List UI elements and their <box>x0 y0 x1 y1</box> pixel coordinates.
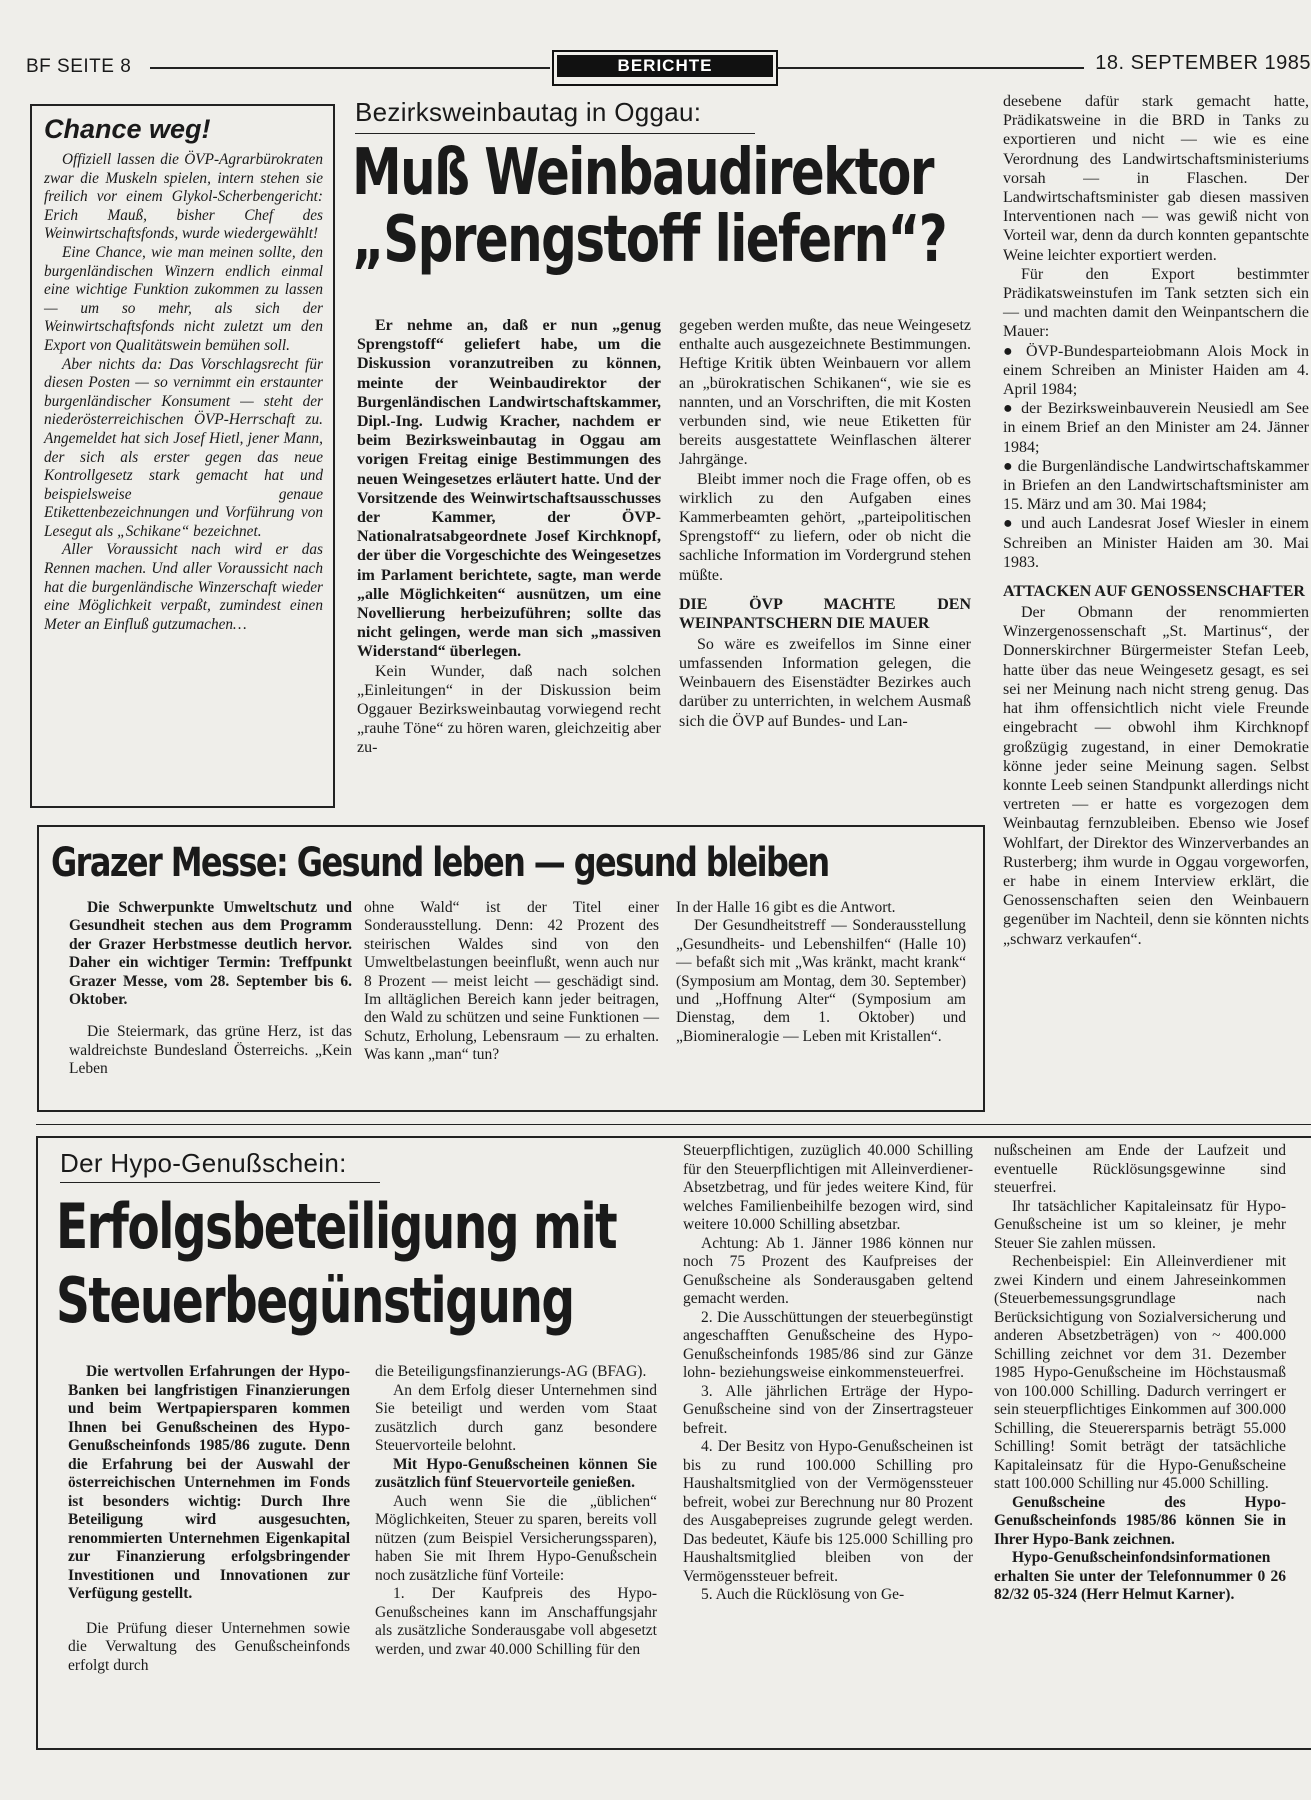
article1-column-1 <box>357 316 661 758</box>
headline-line: „Sprengstoff liefern“? <box>352 203 947 278</box>
hypo-paragraph: An dem Erfolg dieser Unternehmen sind Sie beteiligt und werden vom Staat zusätzlich durch ganz besondere Steuervorteile belohnt. <box>375 1381 657 1454</box>
article1-paragraph: desebene dafür stark gemacht hatte, Prädikatsweine in die BRD in Tanks zu exportieren und nicht — wie es eine Verordnung des Landwirtschaftsministeriums vorsah — in Flaschen. Der Landwirtschaftsminister gab diesen massiven Interventionen nach — was gewiß nicht von Vorteil war, denn da durch konnten gepantschte Weine leichter exportiert werden. <box>1003 93 1309 264</box>
section-badge <box>552 50 778 86</box>
grazer-paragraph: ohne Wald“ ist der Titel einer Sonderausstellung. Denn: 42 Prozent des steirischen Waldes sind von den Umweltbelastungen beeinflußt, wenn auch nur 8 Prozent — meist leicht — geschädigt sind. Im alltäglichen Bereich kann jeder beitragen, den Wald zu schützen und seine Funktionen — Schutz, Erholung, Lebensraum — zu erhalten. Was kann „man“ tun? <box>364 899 659 1064</box>
grazer-column-2 <box>364 899 659 1065</box>
article1-headline <box>352 136 947 278</box>
section-divider <box>36 1124 1311 1125</box>
hypo-paragraph: 4. Der Besitz von Hypo-Genußscheinen ist bis zu rund 100.000 Schilling pro Haushaltsmitglied von der Vermögenssteuer befreit, wobei zur Berechnung nur 80 Prozent des Ausgabepreises zugrunde gelegt werden. Das bedeutet, Käufe bis 125.000 Schilling pro Haushaltsmitglied bleiben von der Vermögenssteuer befreit. <box>683 1438 973 1585</box>
grazer-column-1 <box>69 899 352 1079</box>
article1-column-2 <box>679 316 971 731</box>
hypo-column-2 <box>375 1363 657 1659</box>
hypo-lead: Die wertvollen Erfahrungen der Hypo-Banken bei langfristigen Finanzierungen und beim Wertpapiersparen kommen Ihnen bei Genußscheinen des Hypo-Genußscheinfonds 1985/86 zugute. Denn die Erfahrung bei der Auswahl der österreichischen Unternehmen im Fonds ist besonders wichtig: Durch Ihre Beteiligung wird ausgesuchten, renommierten Unternehmen Eigenkapital zur Finanzierung erfolgsbringender Investitionen und Innovationen zur Verfügung gestellt. <box>68 1363 350 1602</box>
hypo-paragraph: die Beteiligungsfinanzierungs-AG (BFAG). <box>375 1363 647 1380</box>
hypo-paragraph: Rechenbeispiel: Ein Alleinverdiener mit zwei Kindern und einem Jahreseinkommen (Steuerbemessungsgrundlage nach Berücksichtigung von Sozialversicherung und anderen Absetzbeträgen) von ~ 400.000 Schilling zeichnet vor dem 31. Dezember 1985 Hypo-Genußscheine im Höchstausmaß von 100.000 Schilling. Dadurch verringert er sein steuerpflichtiges Einkommen auf 300.000 Schilling, die Steuerersparnis beträgt 55.000 Schilling! Somit beträgt der tatsächliche Kapitaleinsatz für die Hypo-Genußscheine statt 100.000 Schilling nur 45.000 Schilling. <box>994 1253 1286 1492</box>
hypo-column-4 <box>994 1142 1286 1605</box>
article1-subhead: ATTACKEN AUF GENOSSENSCHAFTER <box>1003 583 1305 601</box>
hypo-paragraph: Ihr tatsächlicher Kapitaleinsatz für Hypo-Genußscheine ist um so kleiner, je mehr Steuer Sie zahlen müssen. <box>994 1197 1286 1252</box>
section-label: BERICHTE <box>557 55 773 77</box>
hypo-ad-box <box>36 1136 1311 1750</box>
header-rule-left <box>150 67 550 69</box>
hypo-paragraph: 5. Auch die Rücklösung von Ge- <box>701 1586 905 1603</box>
hypo-headline <box>56 1190 616 1339</box>
hypo-contact: Hypo-Genußscheinfondsinformationen erhalten Sie unter der Telefonnummer 0 26 82/32 05-324 (Herr Helmut Karner). <box>994 1549 1286 1603</box>
hypo-column-3 <box>683 1142 973 1605</box>
hypo-paragraph: Genußscheine des Hypo-Genußscheinfonds 1985/86 können Sie in Ihrer Hypo-Bank zeichnen. <box>994 1493 1286 1548</box>
article1-paragraph: Bleibt immer noch die Frage offen, ob es wirklich zu den Aufgaben eines Kammerbeamten gehört, „parteipolitischen Sprengstoff“ zu liefern, oder ob nicht die sachliche Information im Vordergrund stehen müßte. <box>679 470 971 584</box>
article1-column-3 <box>1003 92 1309 949</box>
article1-paragraph: So wäre es zweifellos im Sinne einer umfassenden Information gelegen, die Weinbauern des Eisenstädter Bezirkes auch darüber zu unterrichten, in welchem Ausmaß sich die ÖVP auf Bundes- und Lan- <box>679 635 971 730</box>
hypo-paragraph: Auch wenn Sie die „üblichen“ Möglichkeiten, Steuer zu sparen, bereits voll nützen (zum Beispiel Versicherungssparen), haben Sie mit Ihrem Hypo-Genußschein noch zusätzliche fünf Vorteile: <box>375 1492 657 1584</box>
grazer-paragraph: In der Halle 16 gibt es die Antwort. <box>676 899 896 916</box>
article1-paragraph: Für den Export bestimmter Prädikatsweinstufen im Tank setzten sich ein — und machten damit den Weinpantschern die Mauer: <box>1003 265 1309 341</box>
grazer-paragraph: Die Steiermark, das grüne Herz, ist das waldreichste Bundesland Österreichs. „Kein Leben <box>69 1023 352 1078</box>
kicker-underline <box>355 133 755 134</box>
hypo-paragraph: 3. Alle jährlichen Erträge der Hypo-Genußscheine sind von der Zinsertragsteuer befreit. <box>683 1382 973 1437</box>
grazer-paragraph: Der Gesundheitstreff — Sonderausstellung „Gesundheits- und Lebenshilfen“ (Halle 10) — befaßt sich mit „Was kränkt, macht krank“ (Symposium am Montag, dem 30. September) und „Hoffnung Alter“ (Symposium am Dienstag, dem 1. Oktober) und „Biomineralogie — Leben mit Kristallen“. <box>676 917 966 1045</box>
headline-line: Erfolgsbeteiligung mit <box>56 1190 617 1263</box>
bullet-icon: ● <box>1003 515 1022 533</box>
hypo-kicker: Der Hypo-Genußschein: <box>60 1148 347 1178</box>
hypo-paragraph: nußscheinen am Ende der Laufzeit und eventuelle Rücklösungsgewinne sind steuerfrei. <box>994 1142 1286 1196</box>
grazer-headline: Grazer Messe: Gesund leben — gesund bleiben <box>51 840 829 886</box>
article1-paragraph: Kein Wunder, daß nach solchen „Einleitungen“ in der Diskussion beim Oggauer Bezirksweinbautag vorwiegend recht „rauhe Töne“ zu hören waren, gleichzeitig aber zu- <box>357 662 661 757</box>
page-number: BF SEITE 8 <box>26 56 132 77</box>
article1-subhead: DIE ÖVP MACHTE DEN WEINPANTSCHERN DIE MAUER <box>679 595 971 632</box>
hypo-column-1 <box>68 1363 350 1675</box>
article1-kicker: Bezirksweinbautag in Oggau: <box>355 97 702 127</box>
hypo-paragraph: Mit Hypo-Genußscheinen können Sie zusätzlich fünf Steuervorteile genießen. <box>375 1455 657 1491</box>
article1-paragraph: Der Obmann der renommierten Winzergenossenschaft „St. Martinus“, der Donnerskirchner Bürgermeister Stefan Leeb, hatte über das neue Weingesetz gesagt, es sei sei ner Meinung nach nicht streng genug. Das hat ihm offensichtlich nicht viele Freunde eingebracht — obwohl ihm Kirchknopf großzügig zugestand, in einer Demokratie könne jeder seine Meinung sagen. Selbst konnte Leeb seinen Standpunkt allerdings nicht vertreten — er hatte es vorgezogen dem Weinbautag fernzubleiben. Ebenso wie Josef Wohlfart, der Direktor des Winzerverbandes an Rusterberg; ihm wurde in Oggau vorgeworfen, er habe in einem Interview erklärt, die Genossenschaften seien den Weinbauern gegenüber im Nachteil, denn sie könnten nichts „schwarz verkaufen“. <box>1003 604 1309 948</box>
article1-paragraph: gegeben werden mußte, das neue Weingesetz enthalte auch ausgezeichnete Bestimmungen. Heftige Kritik übten Weinbauern vor allem an „bürokratischen Schikanen“, wie sie es nannten, und an Vorschriften, die mit Kosten verbunden sind, wie neue Etiketten für bereits ausgestattete Weinflaschen älterer Jahrgänge. <box>679 317 971 469</box>
sidebar-box <box>30 104 335 808</box>
sidebar-paragraph: Aller Voraussicht nach wird er das Rennen machen. Und aller Voraussicht nach hat die burgenländische Winzerschaft wieder eine Möglichkeit verpaßt, zumindest einen Meter an Einfluß gutzumachen… <box>44 541 323 633</box>
grazer-column-3 <box>676 899 966 1046</box>
bullet-item: ● die Burgenländische Landwirtschaftskammer in Briefen an den Landwirtschaftsminister am 15. März und am 30. Mai 1984; <box>1003 457 1309 514</box>
bullet-icon: ● <box>1003 400 1022 418</box>
bullet-icon: ● <box>1003 457 1018 475</box>
hypo-paragraph: Achtung: Ab 1. Jänner 1986 können nur noch 75 Prozent des Kaufpreises der Genußscheine als Sonderausgaben geltend gemacht werden. <box>683 1234 973 1307</box>
hypo-paragraph: 1. Der Kaufpreis des Hypo-Genußscheines kann im Anschaffungsjahr als zusätzliche Sonderausgabe voll abgesetzt werden, und zwar 40.000 Schilling für den <box>375 1585 657 1658</box>
bullet-item: ● und auch Landesrat Josef Wiesler in einem Schreiben an Minister Haiden am 30. Mai 1983. <box>1003 515 1309 571</box>
header-rule-right <box>776 67 1084 69</box>
article1-lead: Er nehme an, daß er nun „genug Sprengstoff“ geliefert habe, um die Diskussion voranzutreiben zu können, meinte der Weinbaudirektor der Burgenländischen Landwirtschaftskammer, Dipl.-Ing. Ludwig Kracher, nachdem er beim Bezirksweinbautag in Oggau am vorigen Freitag einige Bestimmungen des neuen Weingesetzes erläutert hatte. Und der Vorsitzende des Weinwirtschaftsausschusses der Kammer, der ÖVP-Nationalratsabgeordnete Josef Kirchknopf, der über die Vorgeschichte des Weingesetzes im Parlament berichtete, sagte, man werde „alle Möglichkeiten“ ausnützen, um eine Novellierung herbeizuführen; sollte das nicht gelingen, werde man sich „massiven Widerstand“ überlegen. <box>357 317 661 661</box>
headline-line: Muß Weinbaudirektor <box>352 136 933 210</box>
issue-date: 18. SEPTEMBER 1985 <box>1095 52 1311 74</box>
sidebar-paragraph: Aber nichts da: Das Vorschlagsrecht für diesen Posten — so vernimmt ein erstaunter burgenländischer Konsument — steht der niederösterreichischen ÖVP-Herrschaft zu. Angemeldet hat sich Josef Hietl, jener Mann, der sich als erster gegen das neue Kontrollgesetz stark gemacht hat und beispielsweise genaue Etikettenbezeichnungen und Vorführung von Lesegut als „Schikane“ bezeichnet. <box>44 355 323 540</box>
bullet-icon: ● <box>1003 342 1027 360</box>
grazer-lead: Die Schwerpunkte Umweltschutz und Gesundheit stechen aus dem Programm der Grazer Herbstmesse deutlich hervor. Daher ein wichtiger Termin: Treffpunkt Grazer Messe, vom 28. September bis 6. Oktober. <box>69 899 352 1009</box>
hypo-paragraph: Die Prüfung dieser Unternehmen sowie die Verwaltung des Genußscheinfonds erfolgt durch <box>68 1619 350 1674</box>
bullet-item: ● ÖVP-Bundesparteiobmann Alois Mock in einem Schreiben an Minister Haiden am 4. April 1984; <box>1003 342 1309 399</box>
bullet-item: ● der Bezirksweinbauverein Neusiedl am See in einem Brief an den Minister am 24. Jänner 1984; <box>1003 400 1309 456</box>
sidebar-title: Chance weg! <box>44 114 211 144</box>
sidebar-paragraph: Offiziell lassen die ÖVP-Agrarbürokraten zwar die Muskeln spielen, intern stehen sie freilich vor einem Glykol-Scherbengericht: Erich Mauß, bisher Chef des Weinwirtschaftsfonds, wurde wiedergewählt! <box>44 151 323 243</box>
hypo-paragraph: 2. Die Ausschüttungen der steuerbegünstigt angeschafften Genußscheine des Hypo-Genußscheinfonds 1985/86 sind zur Gänze lohn- beziehungsweise einkommensteuerfrei. <box>683 1308 973 1381</box>
grazer-box <box>37 825 985 1112</box>
hypo-paragraph: Steuerpflichtigen, zuzüglich 40.000 Schilling für den Steuerpflichtigen mit Alleinverdiener-Absetzbetrag, und für jedes weitere Kind, für welches Familienbeihilfe bezogen wird, sind weitere 10.000 Schilling absetzbar. <box>683 1142 973 1233</box>
headline-line: Steuerbegünstigung <box>56 1264 574 1338</box>
sidebar-paragraph: Eine Chance, wie man meinen sollte, den burgenländischen Winzern endlich einmal eine wichtige Funktion zukommen zu lassen — um so mehr, als sich der Weinwirtschaftsfonds nicht zuletzt um den Export von Qualitätswein bemühen soll. <box>44 243 323 354</box>
kicker-underline <box>60 1182 380 1183</box>
